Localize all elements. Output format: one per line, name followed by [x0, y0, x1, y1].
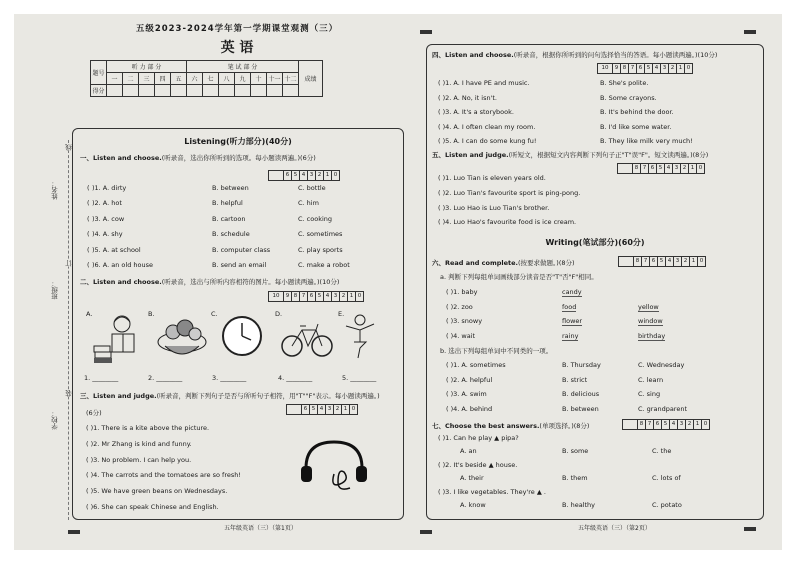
bicycle-image — [280, 316, 334, 358]
score-box-cell[interactable]: 7 — [640, 164, 648, 173]
qnum-cell: 十一 — [267, 73, 283, 85]
option-b: B. She's polite. — [600, 79, 649, 87]
crop-mark — [68, 530, 80, 534]
word-item[interactable]: ( )1. A. sometimes — [446, 361, 506, 369]
choice-option: C. lots of — [652, 474, 681, 482]
judge-item[interactable]: ( )6. She can speak Chinese and English. — [86, 503, 219, 511]
score-box-cell[interactable]: 6 — [653, 420, 661, 429]
judge-item[interactable]: ( )4. Luo Hao's favourite food is ice cream. — [438, 218, 577, 227]
answer-blank[interactable]: 1. ________ — [84, 374, 119, 382]
choice-option: B. them — [562, 474, 588, 482]
footer-left: 五年级英语（三）（第1页） — [224, 525, 297, 532]
score-box-cell[interactable]: 8 — [637, 420, 645, 429]
score-box-cell[interactable]: 0 — [331, 171, 339, 180]
binding-margin — [14, 140, 74, 520]
score-box-cell[interactable]: 3 — [660, 64, 668, 73]
score-box-cell[interactable] — [618, 164, 632, 173]
score-box-cell[interactable]: 1 — [341, 405, 349, 414]
score-box-cell[interactable]: 9 — [612, 64, 620, 73]
answer-paren[interactable]: ( — [87, 214, 90, 223]
clock-image — [220, 314, 264, 358]
option-text: )2. A. hot — [92, 199, 122, 208]
score-box-cell[interactable]: 0 — [684, 64, 692, 73]
score-box-cell[interactable]: 6 — [648, 164, 656, 173]
choice-option: A. know — [460, 501, 486, 509]
seal-char: 订 — [65, 260, 73, 267]
total-label: 成绩 — [299, 61, 323, 97]
score-box-cell[interactable] — [287, 405, 301, 414]
compare-word: food — [562, 302, 577, 311]
option-a[interactable]: ( )5. A. I can do some kung fu! — [438, 137, 537, 145]
qnum-cell: 十二 — [283, 73, 299, 85]
section7-heading: 七、Choose the best answers.(单项选择。)(8分) — [432, 422, 590, 430]
listening-title: Listening(听力部分)(40分) — [184, 137, 292, 146]
choice-option: C. potato — [652, 501, 682, 509]
score-box-cell[interactable]: 5 — [291, 171, 299, 180]
score-box-cell[interactable]: 2 — [681, 257, 689, 266]
word-item[interactable]: ( )2. zoo — [446, 302, 473, 311]
option-text: C. learn — [638, 375, 664, 384]
score-cell[interactable] — [171, 85, 187, 97]
choice-option: A. their — [460, 474, 484, 482]
score-box-cell[interactable]: 4 — [317, 405, 325, 414]
score-box-cell[interactable]: 3 — [307, 171, 315, 180]
answer-blank[interactable]: 5. ________ — [342, 374, 377, 382]
word-item[interactable]: ( )4. wait — [446, 331, 476, 340]
judge-item[interactable]: ( )3. No problem. I can help you. — [86, 455, 192, 464]
score-box-cell[interactable]: 3 — [677, 420, 685, 429]
pic-label-d: D. — [275, 310, 283, 318]
compare-word: candy — [562, 288, 582, 296]
question-stem[interactable]: ( )1. Can he play ▲ pipa? — [438, 434, 519, 442]
score-box-cell[interactable]: 0 — [349, 405, 357, 414]
section3-heading: 三、Listen and judge.(听录音，判断下列句子是否与所听句子相符，用"T""F"表示。每小题读两遍。) — [80, 392, 380, 400]
option-b: B. They like milk very much! — [600, 137, 693, 145]
score-cell[interactable] — [155, 85, 171, 97]
word-item[interactable]: ( )1. baby — [446, 288, 478, 296]
judge-item[interactable]: ( )3. Luo Hao is Luo Tian's brother. — [438, 203, 550, 212]
judge-item[interactable]: ( )1. Luo Tian is eleven years old. — [438, 174, 546, 182]
word-item[interactable]: ( )3. A. swim — [446, 390, 487, 398]
listen-part-label: 听 力 部 分 — [107, 61, 187, 73]
answer-paren[interactable]: ( — [87, 199, 90, 208]
option-a[interactable]: ( )2. A. No, it isn't. — [438, 93, 497, 102]
qnum-cell: 七 — [203, 73, 219, 85]
score-box-cell[interactable] — [623, 420, 637, 429]
seal-char: 装 — [65, 390, 73, 397]
score-cell[interactable] — [235, 85, 251, 97]
score-box-cell[interactable]: 8 — [620, 64, 628, 73]
option-text: B. strict — [562, 375, 588, 384]
score-box-cell[interactable]: 0 — [355, 292, 363, 301]
option-a[interactable]: ( )1. A. I have PE and music. — [438, 79, 530, 87]
option-text: C. bottle — [298, 184, 326, 192]
score-box-cell[interactable] — [269, 171, 283, 180]
score-box-cell[interactable]: 6 — [301, 405, 309, 414]
score-box-cell[interactable]: 4 — [669, 420, 677, 429]
option-b: B. I'd like some water. — [600, 122, 672, 131]
option-text: )4. A. shy — [92, 230, 123, 239]
score-box-cell[interactable]: 6 — [283, 171, 291, 180]
qnum-cell: 九 — [235, 73, 251, 85]
score-box-cell[interactable]: 8 — [291, 292, 299, 301]
option-text: C. play sports — [298, 245, 343, 254]
score-box-cell[interactable]: 7 — [628, 64, 636, 73]
score-cell[interactable] — [187, 85, 203, 97]
write-part-label: 笔 试 部 分 — [187, 61, 299, 73]
crop-mark — [744, 527, 756, 531]
option-text: B. delicious — [562, 390, 600, 398]
judge-item[interactable]: ( )2. Luo Tian's favourite sport is ping-pong. — [438, 188, 581, 197]
score-box-cell[interactable]: 4 — [664, 164, 672, 173]
footer-right: 五年级英语（三）（第2页） — [578, 525, 651, 532]
section5-heading: 五、Listen and judge.(听短文，根据短文内容判断下列句子正"T"误"F"。短文读两遍。)(8分) — [432, 151, 709, 159]
word-item[interactable]: ( )3. snowy — [446, 317, 483, 325]
subject-title: 英 语 — [220, 40, 254, 56]
score-box-cell[interactable]: 5 — [656, 164, 664, 173]
exam-title: 五级2023-2024学年第一学期课堂观测（三） — [135, 24, 339, 34]
section3-score — [286, 404, 358, 416]
score-box-cell[interactable]: 3 — [673, 257, 681, 266]
score-box-cell[interactable]: 5 — [661, 420, 669, 429]
score-box-cell[interactable]: 0 — [701, 420, 709, 429]
qnum-label: 题号 — [91, 61, 107, 85]
score-box-cell[interactable]: 10 — [601, 65, 609, 71]
left-page — [72, 22, 402, 97]
score-box-cell[interactable]: 2 — [685, 420, 693, 429]
option-text: B. between — [562, 404, 599, 413]
score-box-cell[interactable]: 2 — [668, 64, 676, 73]
option-text: )6. A. an old house — [92, 261, 154, 269]
score-cell[interactable] — [123, 85, 139, 97]
score-box-cell[interactable]: 7 — [645, 420, 653, 429]
score-box-cell[interactable]: 7 — [299, 292, 307, 301]
option-text: B. cartoon — [212, 214, 246, 223]
section2-score — [268, 291, 364, 302]
section5-score — [617, 163, 705, 175]
score-box-cell[interactable]: 4 — [323, 292, 331, 301]
option-text: )1. A. dirty — [92, 184, 127, 192]
headphones-image — [298, 438, 370, 494]
option-text: C. him — [298, 199, 319, 208]
score-cell[interactable] — [219, 85, 235, 97]
qnum-cell: 八 — [219, 73, 235, 85]
option-text: )5. A. at school — [92, 245, 141, 254]
pic-label-c: C. — [211, 310, 218, 318]
option-a[interactable]: ( )3. A. It's a storybook. — [438, 108, 514, 116]
judge-item[interactable]: ( )1. There is a kite above the picture. — [86, 424, 210, 432]
compare-word: rainy — [562, 331, 579, 340]
score-box-cell[interactable]: 5 — [657, 257, 665, 266]
score-box-cell[interactable]: 5 — [315, 292, 323, 301]
score-box-cell[interactable]: 0 — [696, 164, 704, 173]
pic-label-e: E. — [338, 310, 345, 318]
school-label: 学校： — [51, 410, 59, 430]
answer-paren[interactable]: ( — [87, 184, 90, 192]
option-text: B. between — [212, 184, 249, 192]
score-box-cell[interactable]: 3 — [331, 292, 339, 301]
option-text: )3. A. cow — [92, 214, 125, 223]
score-box-cell[interactable]: 2 — [339, 292, 347, 301]
score-box-cell[interactable]: 3 — [672, 164, 680, 173]
score-box-cell[interactable]: 0 — [697, 257, 705, 266]
choice-option: C. the — [652, 447, 672, 455]
score-cell[interactable] — [203, 85, 219, 97]
score-box-cell[interactable]: 8 — [633, 257, 641, 266]
qnum-cell: 四 — [155, 73, 171, 85]
score-box-cell[interactable] — [619, 257, 633, 266]
score-box-cell[interactable]: 1 — [347, 292, 355, 301]
compare-word: window — [638, 317, 663, 325]
word-item[interactable]: ( )2. A. helpful — [446, 375, 493, 384]
option-b: B. Some crayons. — [600, 93, 657, 102]
option-text: C. make a robot — [298, 261, 350, 269]
answer-blank[interactable]: 3. ________ — [212, 374, 247, 382]
score-box-cell[interactable]: 8 — [632, 164, 640, 173]
score-box-cell[interactable]: 2 — [680, 164, 688, 173]
choice-option: B. healthy — [562, 501, 596, 509]
section4-heading: 四、Listen and choose.(听录音，根据你所听到的问句选择恰当的答语。每小题读两遍。)(10分) — [432, 51, 718, 59]
score-grid — [90, 60, 323, 97]
section6-score — [618, 256, 706, 268]
score-box-cell[interactable]: 1 — [693, 420, 701, 429]
dancer-image — [340, 312, 380, 360]
score-label: 得分 — [91, 85, 107, 97]
option-text: C. sometimes — [298, 230, 343, 239]
score-box-cell[interactable]: 5 — [644, 64, 652, 73]
judge-item[interactable]: ( )4. The carrots and the tomatoes are so fresh! — [86, 471, 241, 480]
section6a-instruction: a. 判断下列每组单词画线部分读音是否"T"否"F"相同。 — [440, 273, 598, 281]
judge-item[interactable]: ( )5. We have green beans on Wednesdays. — [86, 487, 228, 496]
score-box-cell[interactable]: 10 — [272, 293, 280, 299]
score-box-cell[interactable]: 6 — [649, 257, 657, 266]
name-label: 姓名： — [51, 180, 59, 200]
qnum-cell: 六 — [187, 73, 203, 85]
crop-mark — [420, 30, 432, 34]
answer-paren[interactable]: ( — [87, 230, 90, 239]
writing-title: Writing(笔试部分)(60分) — [545, 238, 645, 247]
score-box-cell[interactable]: 2 — [333, 405, 341, 414]
judge-item[interactable]: ( )2. Mr Zhang is kind and funny. — [86, 439, 192, 448]
qnum-cell: 五 — [171, 73, 187, 85]
section1-heading: 一、Listen and choose.(听录音，选出你所听到的选项。每小题读两遍。)(6分) — [80, 154, 316, 162]
section6b-instruction: b. 选出下列每组单词中不同类的一项。 — [440, 347, 553, 355]
answer-blank[interactable]: 2. ________ — [148, 374, 183, 382]
section7-score — [622, 419, 710, 431]
qnum-cell: 十 — [251, 73, 267, 85]
class-label: 班级： — [51, 280, 59, 300]
option-text: C. grandparent — [638, 404, 688, 413]
option-text: B. send an email — [212, 261, 267, 269]
qnum-cell: 一 — [107, 73, 123, 85]
question-stem[interactable]: ( )3. I like vegetables. They're ▲ . — [438, 488, 546, 496]
option-text: B. Thursday — [562, 361, 601, 369]
score-cell[interactable] — [283, 85, 299, 97]
choice-option: B. some — [562, 447, 589, 455]
reading-boy-image — [92, 310, 144, 366]
crop-mark — [420, 530, 432, 534]
choice-option: A. an — [460, 447, 477, 455]
question-stem[interactable]: ( )2. It's beside ▲ house. — [438, 461, 518, 469]
section4-score — [597, 63, 693, 74]
section2-heading: 二、Listen and choose.(听录音，选出与所听内容相符的图片。每小题读两遍。)(10分) — [80, 278, 340, 286]
score-box-cell[interactable]: 9 — [283, 292, 291, 301]
pic-label-a: A. — [86, 310, 93, 318]
seal-char: 线 — [65, 144, 73, 151]
compare-word: birthday — [638, 331, 666, 340]
binding-line — [68, 140, 69, 520]
score-cell[interactable] — [251, 85, 267, 97]
option-text: B. schedule — [212, 230, 250, 239]
score-box-cell[interactable]: 2 — [315, 171, 323, 180]
score-cell[interactable] — [139, 85, 155, 97]
option-text: C. Wednesday — [638, 361, 685, 369]
score-box-cell[interactable]: 4 — [665, 257, 673, 266]
option-text: C. sing — [638, 390, 661, 398]
score-box-cell[interactable]: 1 — [688, 164, 696, 173]
compare-word: yellow — [638, 302, 659, 311]
pic-label-b: B. — [148, 310, 155, 318]
answer-blank[interactable]: 4. ________ — [278, 374, 313, 382]
option-b: B. It's behind the door. — [600, 108, 674, 116]
score-box-cell[interactable]: 5 — [309, 405, 317, 414]
vegetables-bowl-image — [155, 312, 209, 362]
option-a[interactable]: ( )4. A. I often clean my room. — [438, 122, 536, 131]
score-cell[interactable] — [107, 85, 123, 97]
compare-word: flower — [562, 317, 583, 325]
score-box-cell[interactable]: 3 — [325, 405, 333, 414]
qnum-cell: 三 — [139, 73, 155, 85]
word-item[interactable]: ( )4. A. behind — [446, 404, 493, 413]
score-cell[interactable] — [267, 85, 283, 97]
section6-heading: 六、Read and complete.(按要求做题。)(8分) — [432, 259, 575, 267]
option-text: B. helpful — [212, 199, 243, 208]
score-box-cell[interactable]: 4 — [299, 171, 307, 180]
score-box-cell[interactable]: 4 — [652, 64, 660, 73]
score-box-cell[interactable]: 1 — [676, 64, 684, 73]
score-box-cell[interactable]: 1 — [323, 171, 331, 180]
section3-points: (6分) — [86, 409, 102, 417]
qnum-cell: 二 — [123, 73, 139, 85]
crop-mark — [744, 30, 756, 34]
score-box-cell[interactable]: 7 — [641, 257, 649, 266]
answer-paren[interactable]: ( — [87, 245, 90, 254]
option-text: C. cooking — [298, 214, 333, 223]
option-text: B. computer class — [212, 245, 271, 254]
section1-score — [268, 170, 340, 182]
score-box-cell[interactable]: 6 — [636, 64, 644, 73]
score-box-cell[interactable]: 1 — [689, 257, 697, 266]
answer-paren[interactable]: ( — [87, 261, 90, 269]
score-box-cell[interactable]: 6 — [307, 292, 315, 301]
